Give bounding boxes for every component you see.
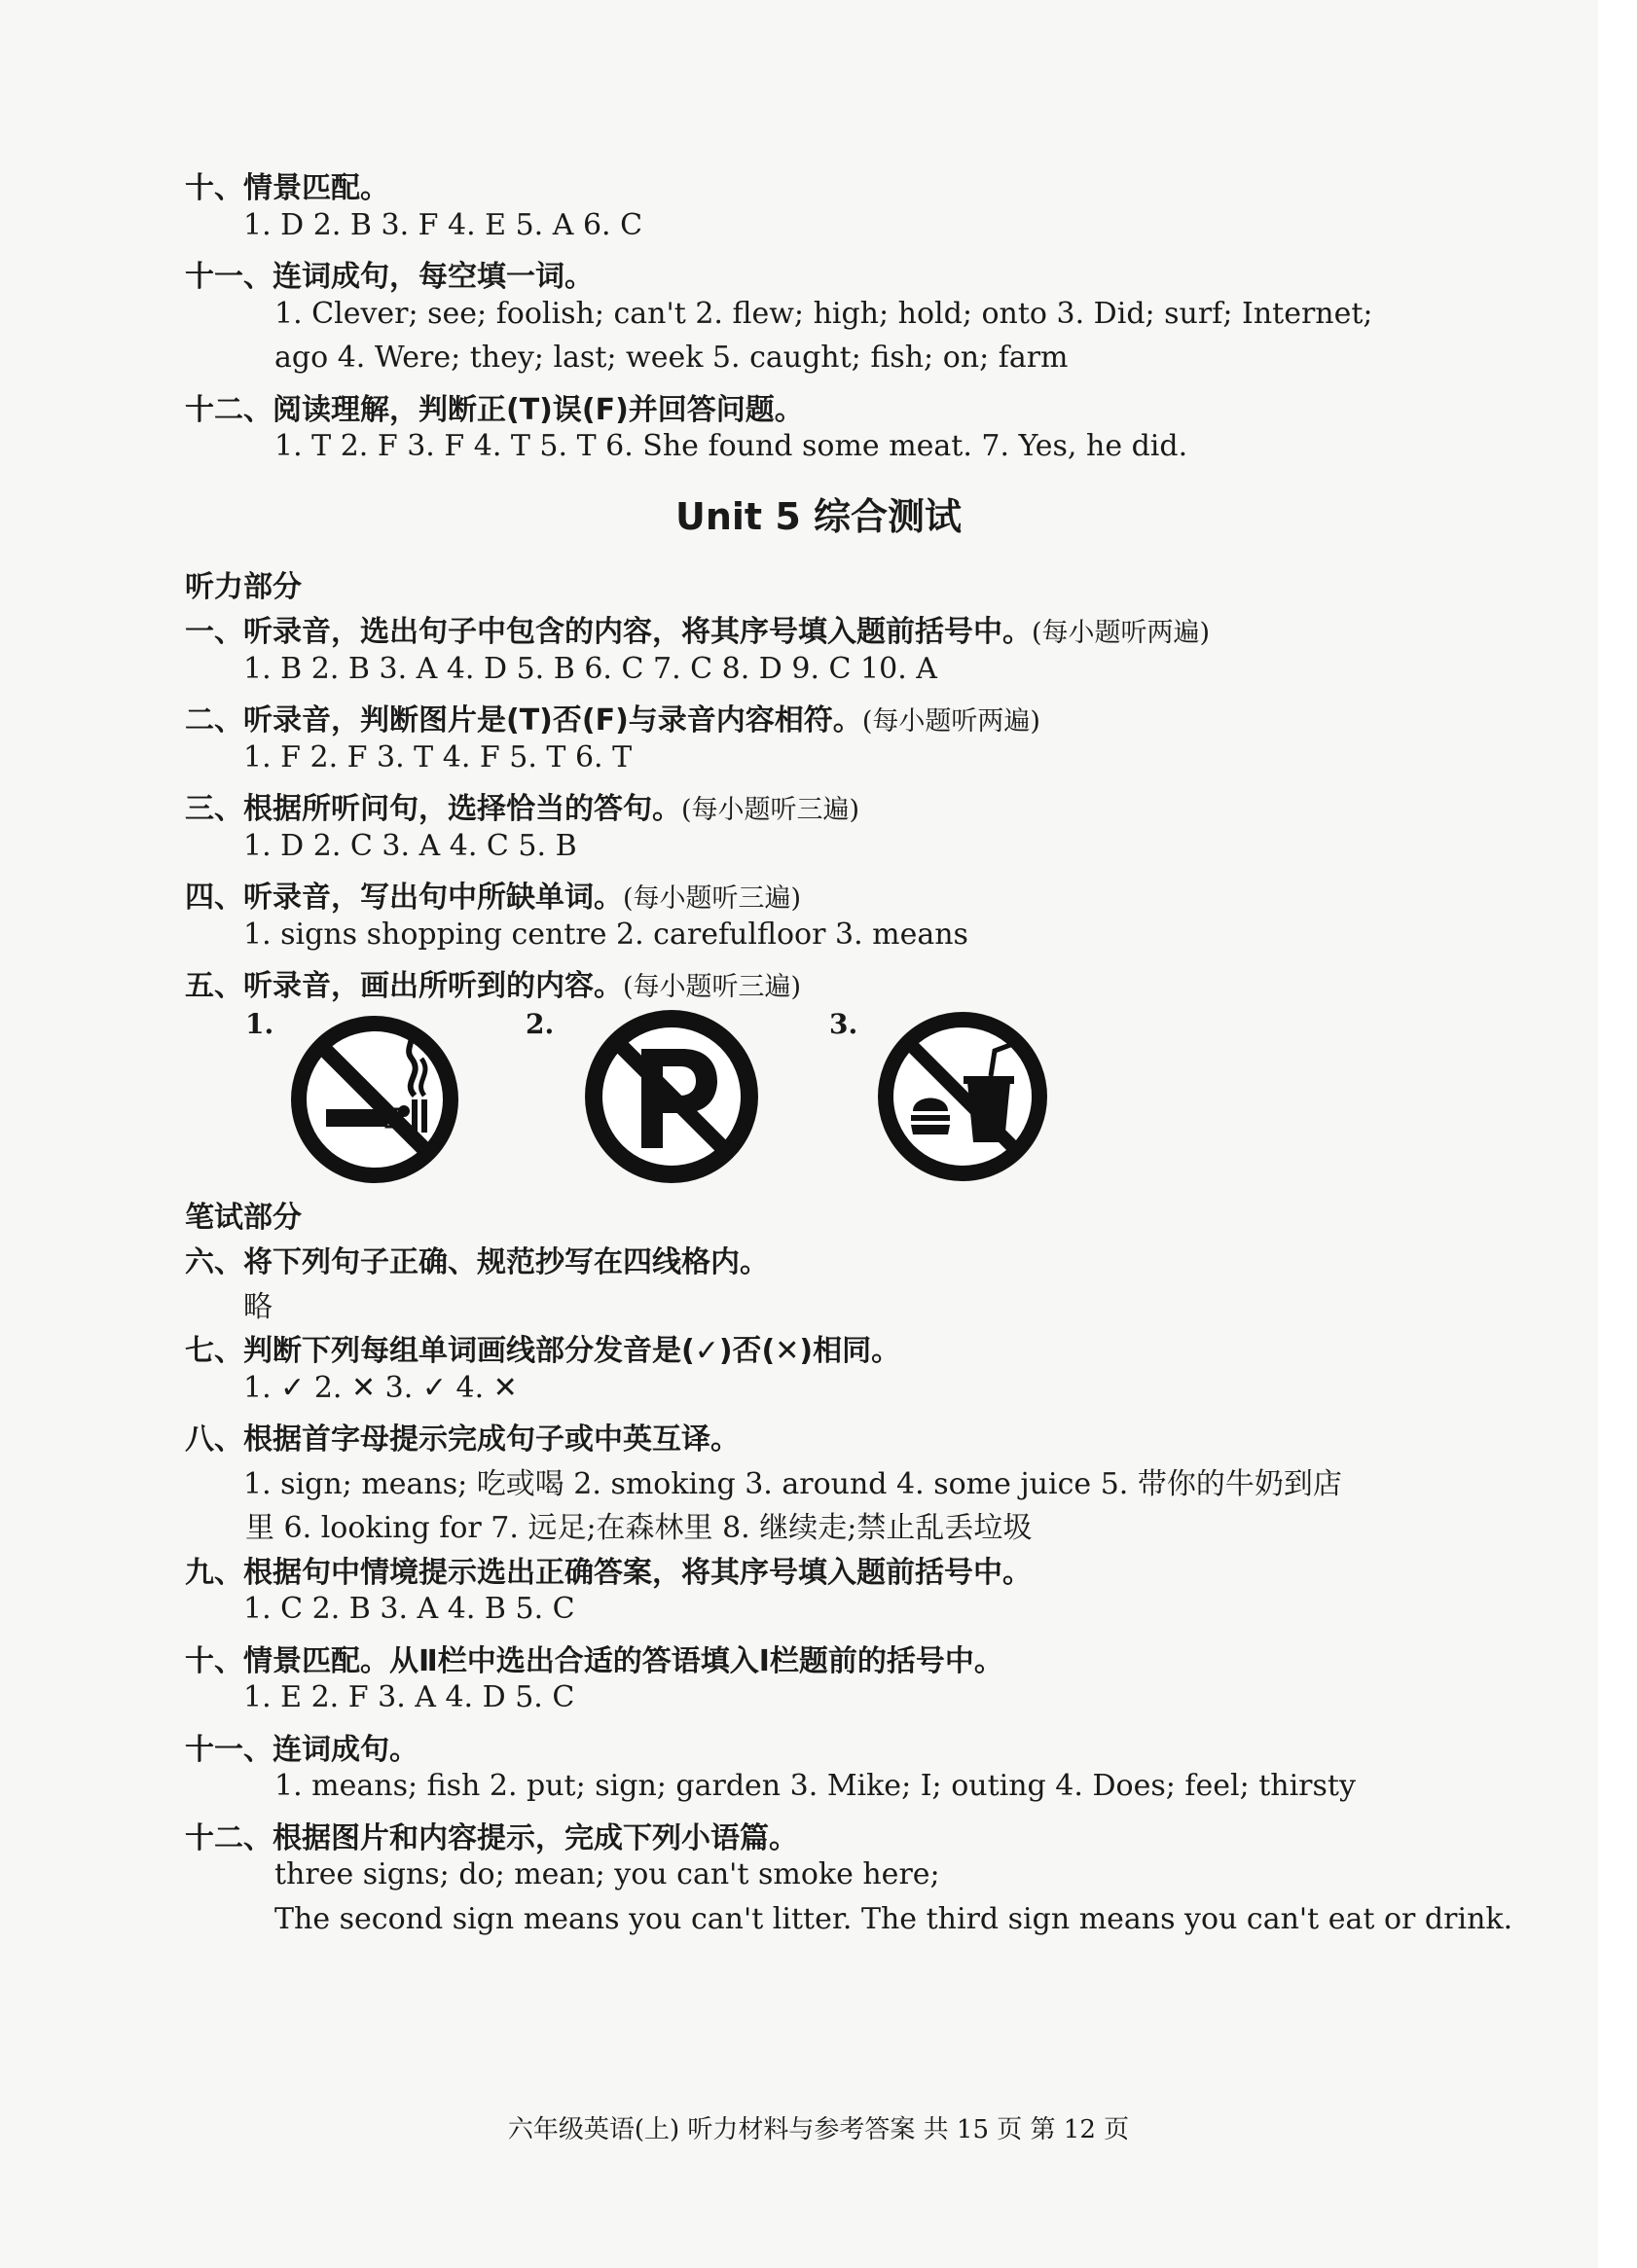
written-label: 笔试部分 bbox=[185, 1201, 302, 1235]
q7-title: 七、判断下列每组单词画线部分发音是(✓)否(✕)相同。 bbox=[185, 1334, 901, 1368]
q9-answers: 1. C 2. B 3. A 4. B 5. C bbox=[243, 1592, 575, 1626]
no-parking-icon bbox=[581, 1006, 762, 1187]
q11-answers: 1. means; fish 2. put; sign; garden 3. Mike; I; outing 4. Does; feel; thirsty bbox=[274, 1769, 1356, 1803]
q8-line2: 里 6. looking for 7. 远足;在森林里 8. 继续走;禁止乱丢垃圾 bbox=[245, 1511, 1033, 1545]
listening-label: 听力部分 bbox=[185, 570, 302, 604]
q4-answers: 1. signs shopping centre 2. carefulfloor 3. means bbox=[243, 918, 968, 952]
q5-title bbox=[185, 961, 801, 1004]
sign-3-number: 3. bbox=[829, 1008, 858, 1040]
prev-q12-title: 十二、阅读理解，判断正(T)误(F)并回答问题。 bbox=[185, 393, 804, 427]
prev-q11-title: 十一、连词成句，每空填一词。 bbox=[185, 260, 594, 294]
q3-title bbox=[185, 784, 859, 827]
q12-line1: three signs; do; mean; you can't smoke here; bbox=[274, 1857, 940, 1891]
q1-note: (每小题听两遍) bbox=[1032, 618, 1211, 648]
prev-q12-answers: 1. T 2. F 3. F 4. T 5. T 6. She found some meat. 7. Yes, he did. bbox=[274, 429, 1188, 463]
sign-2-number: 2. bbox=[526, 1008, 555, 1040]
q2-title bbox=[185, 696, 1040, 738]
q4-note: (每小题听三遍) bbox=[623, 883, 802, 914]
q9-title: 九、根据句中情境提示选出正确答案，将其序号填入题前括号中。 bbox=[185, 1556, 1032, 1590]
prev-q11-line1: 1. Clever; see; foolish; can't 2. flew; high; hold; onto 3. Did; surf; Internet; bbox=[274, 297, 1373, 331]
prev-q10-answers: 1. D 2. B 3. F 4. E 5. A 6. C bbox=[243, 208, 643, 242]
q10-title: 十、情景匹配。从Ⅱ栏中选出合适的答语填入Ⅰ栏题前的括号中。 bbox=[185, 1644, 1003, 1678]
q12-line2: The second sign means you can't litter. The third sign means you can't eat or drink. bbox=[274, 1902, 1513, 1936]
q4-title bbox=[185, 873, 801, 916]
q7-answers: 1. ✓ 2. ✕ 3. ✓ 4. ✕ bbox=[243, 1371, 518, 1405]
q1-title-text: 一、听录音，选出句子中包含的内容，将其序号填入题前括号中。 bbox=[185, 615, 1032, 649]
q3-title-text: 三、根据所听问句，选择恰当的答句。 bbox=[185, 792, 681, 826]
page-edge bbox=[1598, 0, 1637, 2268]
no-food-drink-icon bbox=[874, 1008, 1051, 1185]
q3-answers: 1. D 2. C 3. A 4. C 5. B bbox=[243, 829, 577, 863]
q4-title-text: 四、听录音，写出句中所缺单词。 bbox=[185, 881, 623, 915]
q1-title bbox=[185, 607, 1210, 650]
q11-title: 十一、连词成句。 bbox=[185, 1733, 418, 1767]
prev-q11-line2: ago 4. Were; they; last; week 5. caught; fish; on; farm bbox=[274, 341, 1069, 375]
q5-title-text: 五、听录音，画出所听到的内容。 bbox=[185, 969, 623, 1003]
q6-title: 六、将下列句子正确、规范抄写在四线格内。 bbox=[185, 1245, 769, 1279]
unit-title: Unit 5 综合测试 bbox=[675, 495, 962, 538]
q5-note: (每小题听三遍) bbox=[623, 972, 802, 1002]
q2-note: (每小题听两遍) bbox=[861, 706, 1040, 737]
sign-1-number: 1. bbox=[245, 1008, 274, 1040]
prev-q10-title: 十、情景匹配。 bbox=[185, 171, 389, 205]
no-smoking-icon bbox=[287, 1012, 462, 1187]
q8-line1: 1. sign; means; 吃或喝 2. smoking 3. around 4. some juice 5. 带你的牛奶到店 bbox=[243, 1467, 1342, 1501]
q2-title-text: 二、听录音，判断图片是(T)否(F)与录音内容相符。 bbox=[185, 703, 862, 738]
page-footer: 六年级英语(上) 听力材料与参考答案 共 15 页 第 12 页 bbox=[507, 2115, 1130, 2144]
q2-answers: 1. F 2. F 3. T 4. F 5. T 6. T bbox=[243, 740, 633, 774]
q3-note: (每小题听三遍) bbox=[681, 795, 860, 825]
q10-answers: 1. E 2. F 3. A 4. D 5. C bbox=[243, 1680, 575, 1714]
q6-answer: 略 bbox=[243, 1290, 273, 1324]
q8-title: 八、根据首字母提示完成句子或中英互译。 bbox=[185, 1422, 740, 1457]
q12-title: 十二、根据图片和内容提示，完成下列小语篇。 bbox=[185, 1821, 798, 1855]
q1-answers: 1. B 2. B 3. A 4. D 5. B 6. C 7. C 8. D 9. C 10. A bbox=[243, 652, 937, 686]
